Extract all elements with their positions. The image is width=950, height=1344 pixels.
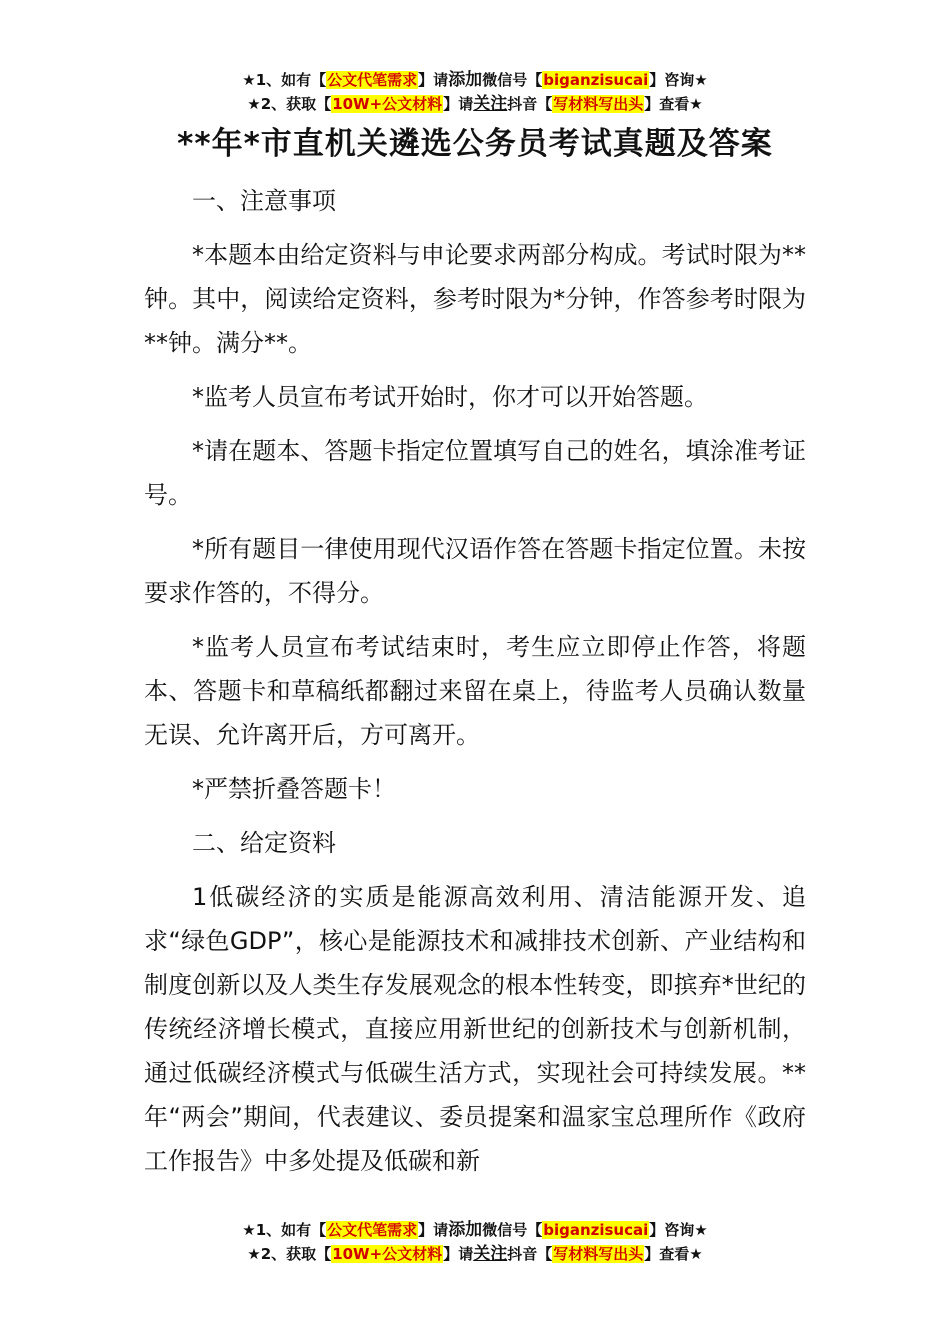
star-icon: ★ [242,71,256,89]
paragraph: *监考人员宣布考试开始时，你才可以开始答题。 [192,383,708,411]
promo-emphasis: 关注 [473,1244,508,1264]
document-body [144,179,806,1193]
promo-text: 1、如有【 [255,71,327,89]
paragraph: *严禁折叠答题卡！ [192,775,396,803]
promo-emphasis: 添加 [448,70,483,90]
promo-text: 抖音【 [507,1245,553,1263]
promo-text: 】请 [418,1221,449,1239]
promo-highlight-wechat: biganzisucai [543,1221,649,1239]
promo-highlight-douyin: 写材料写出头 [553,95,644,113]
promo-emphasis: 添加 [448,1220,483,1240]
paragraph: *本题本由给定资料与申论要求两部分构成。考试时限为**钟。其中，阅读给定资料，参考时限为*分钟，作答参考时限为**钟。满分**。 [144,241,806,357]
promo-banner-bottom [0,1218,950,1266]
promo-text: 】请 [418,71,449,89]
paragraph: *所有题目一律使用现代汉语作答在答题卡指定位置。未按要求作答的，不得分。 [144,535,806,607]
promo-line-2 [0,1242,950,1266]
promo-text: 】查看 [644,1245,690,1263]
promo-highlight-douyin: 写材料写出头 [553,1245,644,1263]
star-icon: ★ [247,95,261,113]
promo-text: 2、获取【 [260,1245,332,1263]
paragraph: *请在题本、答题卡指定位置填写自己的姓名，填涂准考证号。 [144,437,806,509]
promo-text: 1、如有【 [255,1221,327,1239]
star-icon: ★ [247,1245,261,1263]
promo-line-1 [0,1218,950,1242]
promo-text: 】咨询 [649,1221,695,1239]
star-icon: ★ [694,71,708,89]
document-title: **年*市直机关遴选公务员考试真题及答案 [177,126,773,162]
paragraph: 1低碳经济的实质是能源高效利用、清洁能源开发、追求“绿色GDP”，核心是能源技术和减排技术创新、产业结构和制度创新以及人类生存发展观念的根本性转变，即摈弃*世纪的传统经济增长模式，直接应用新世纪的创新技术与创新机制，通过低碳经济模式与低碳生活方式，实现社会可持续发展。**年“两会”期间，代表建议、委员提案和温家宝总理所作《政府工作报告》中多处提及低碳和新 [144,883,806,1175]
promo-line-1 [0,68,950,92]
promo-text: 微信号【 [482,71,543,89]
promo-highlight-service: 公文代笔需求 [327,1221,418,1239]
promo-text: 微信号【 [482,1221,543,1239]
promo-text: 】咨询 [649,71,695,89]
promo-text: 】查看 [644,95,690,113]
promo-emphasis: 关注 [473,94,508,114]
promo-text: 抖音【 [507,95,553,113]
promo-banner-top [0,68,950,116]
star-icon: ★ [694,1221,708,1239]
section-heading: 一、注意事项 [192,187,336,215]
promo-highlight-materials: 10W+公文材料 [332,95,443,113]
promo-text: 】请 [443,1245,474,1263]
promo-highlight-wechat: biganzisucai [543,71,649,89]
paragraph: *监考人员宣布考试结束时，考生应立即停止作答，将题本、答题卡和草稿纸都翻过来留在桌上，待监考人员确认数量无误、允许离开后，方可离开。 [144,633,806,749]
star-icon: ★ [689,1245,703,1263]
promo-text: 2、获取【 [260,95,332,113]
section-heading: 二、给定资料 [192,829,336,857]
star-icon: ★ [689,95,703,113]
promo-line-2 [0,92,950,116]
star-icon: ★ [242,1221,256,1239]
promo-highlight-materials: 10W+公文材料 [332,1245,443,1263]
promo-text: 】请 [443,95,474,113]
promo-highlight-service: 公文代笔需求 [327,71,418,89]
